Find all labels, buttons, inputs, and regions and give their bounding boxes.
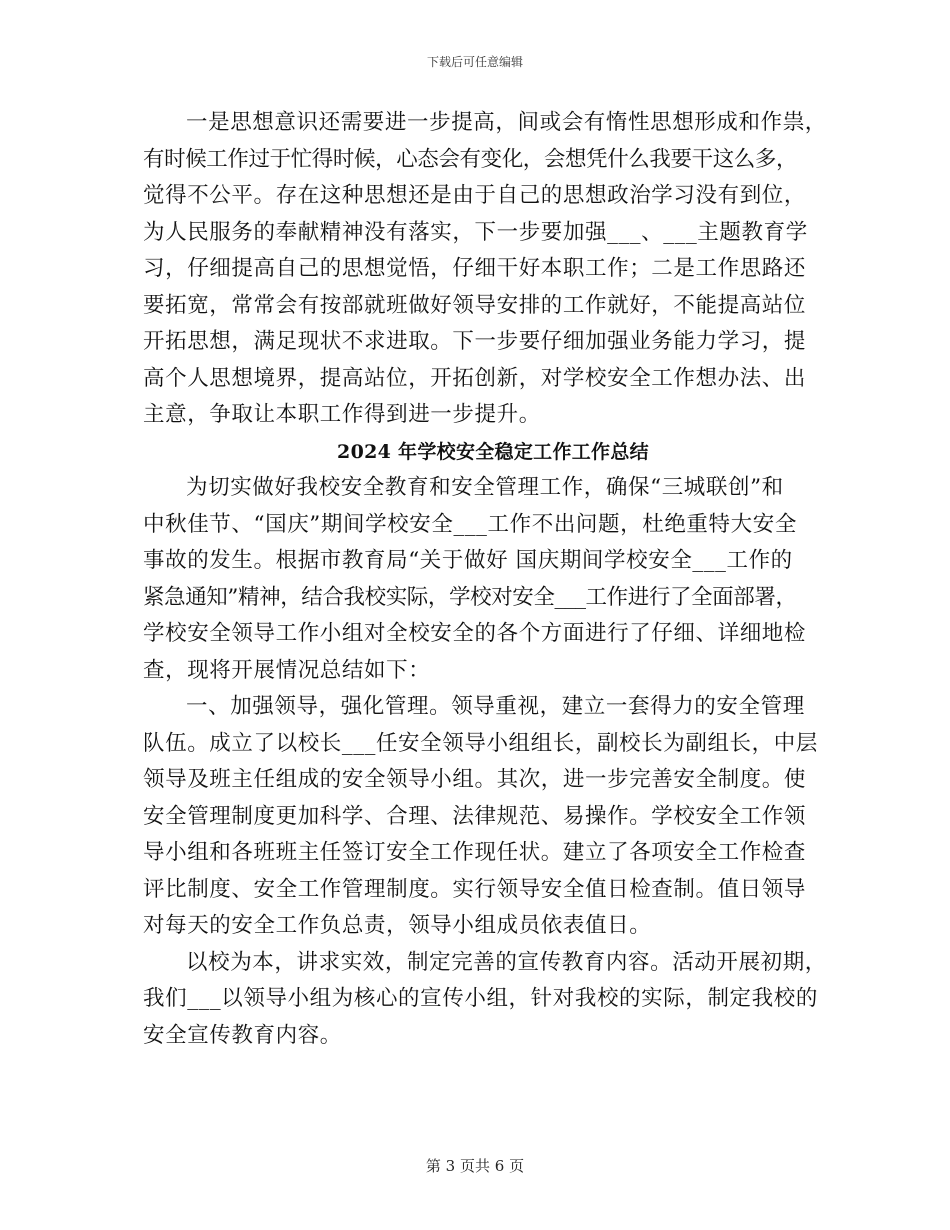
paragraph-line: 学校安全领导工作小组对全校安全的各个方面进行了仔细、详细地检 bbox=[143, 621, 807, 646]
document-body bbox=[143, 105, 827, 1054]
paragraph-line: 开拓思想，满足现状不求进取。下一步要仔细加强业务能力学习，提 bbox=[143, 329, 807, 354]
paragraph-line: 对每天的安全工作负总责，领导小组成员依表值日。 bbox=[143, 913, 652, 938]
paragraph-line: 习，仔细提高自己的思想觉悟，仔细干好本职工作；二是工作思路还 bbox=[143, 256, 807, 281]
page-header: 下载后可任意编辑 bbox=[426, 55, 523, 69]
paragraph-line: 以校为本，讲求实效，制定完善的宣传教育内容。活动开展初期， bbox=[186, 949, 827, 975]
paragraph-line: 领导及班主任组成的安全领导小组。其次，进一步完善安全制度。使 bbox=[143, 767, 807, 792]
paragraph-line: 主意，争取让本职工作得到进一步提升。 bbox=[143, 402, 541, 427]
page-footer: 第 3 页共 6 页 bbox=[425, 1157, 525, 1175]
paragraph-line: 紧急通知”精神，结合我校实际，学校对安全___工作进行了全面部署， bbox=[143, 584, 797, 610]
paragraph-line: 有时候工作过于忙得时候，心态会有变化，会想凭什么我要干这么多， bbox=[143, 146, 798, 172]
paragraph-line: 一、加强领导，强化管理。领导重视，建立一套得力的安全管理 bbox=[186, 694, 805, 719]
paragraph-line: 为人民服务的奉献精神没有落实，下一步要加强___、___主题教育学 bbox=[143, 219, 808, 245]
paragraph-line: 队伍。成立了以校长___任安全领导小组组长，副校长为副组长，中层 bbox=[143, 730, 818, 756]
paragraph-line: 一是思想意识还需要进一步提高，间或会有惰性思想形成和作祟， bbox=[186, 110, 827, 135]
paragraph-line: 觉得不公平。存在这种思想还是由于自己的思想政治学习没有到位， bbox=[143, 183, 807, 208]
paragraph-line: 要拓宽，常常会有按部就班做好领导安排的工作就好，不能提高站位 bbox=[143, 292, 807, 318]
paragraph-line: 为切实做好我校安全教育和安全管理工作，确保“三城联创”和 bbox=[186, 475, 784, 500]
paragraph-line: 中秋佳节、“国庆”期间学校安全___工作不出问题，杜绝重特大安全 bbox=[143, 511, 797, 537]
paragraph-line: 我们___以领导小组为核心的宣传小组，针对我校的实际，制定我校的 bbox=[143, 986, 818, 1011]
paragraph-line: 查，现将开展情况总结如下： bbox=[143, 657, 431, 683]
paragraph-line: 导小组和各班班主任签订安全工作现任状。建立了各项安全工作检查 bbox=[143, 840, 807, 865]
paragraph-line: 事故的发生。根据市教育局“关于做好 国庆期间学校安全___工作的 bbox=[143, 548, 793, 573]
paragraph-line: 安全管理制度更加科学、合理、法律规范、易操作。学校安全工作领 bbox=[143, 803, 807, 829]
paragraph-line: 评比制度、安全工作管理制度。实行领导安全值日检查制。值日领导 bbox=[143, 876, 807, 902]
paragraph-line: 高个人思想境界，提高站位，开拓创新，对学校安全工作想办法、出 bbox=[143, 365, 807, 391]
paragraph-line: 安全宣传教育内容。 bbox=[143, 1022, 342, 1048]
section-title: 2024 年学校安全稳定工作工作总结 bbox=[337, 440, 649, 463]
